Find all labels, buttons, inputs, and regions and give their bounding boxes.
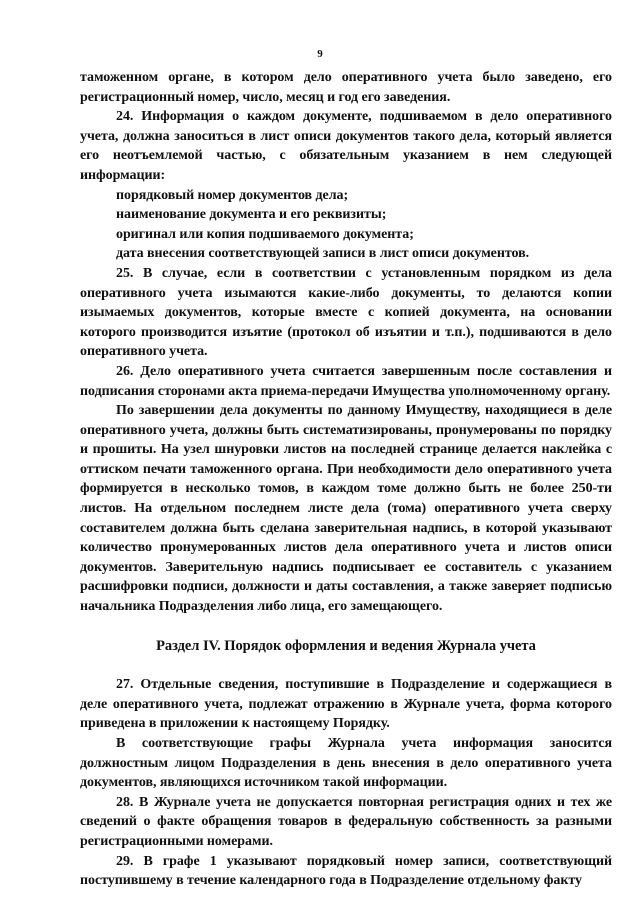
list-item: порядковый номер документов дела; xyxy=(116,187,349,203)
paragraph-28: 28. В Журнале учета не допускается повторная регистрация одних и тех же сведений о факте обращения товаров в федеральную собственность за разными регистрационными номерами. xyxy=(80,794,612,849)
paragraph-27: 27. Отдельные сведения, поступившие в Подразделение и содержащиеся в деле оперативного учета, подлежат отражению в Журнале учета, форма которого приведена в приложении к настоящему Порядку. xyxy=(80,677,612,732)
paragraph-26: 26. Дело оперативного учета считается завершенным после составления и подписания сторонами акта приема-передачи Имущества уполномоченному органу. xyxy=(80,363,612,399)
list-item: дата внесения соответствующей записи в лист описи документов. xyxy=(116,246,530,262)
section-heading: Раздел IV. Порядок оформления и ведения Журнала учета xyxy=(156,637,536,654)
document-body xyxy=(80,68,612,891)
paragraph-24: 24. Информация о каждом документе, подшиваемом в дело оперативного учета, должна заноситься в лист описи документов такого дела, который является его неотъемлемой частью, с обязательным указанием в нем следующей информации: xyxy=(80,109,612,183)
list-item: оригинал или копия подшиваемого документа; xyxy=(116,226,414,242)
page-number: 9 xyxy=(317,48,323,60)
paragraph-25: 25. В случае, если в соответствии с установленным порядком из дела оперативного учета изымаются какие-либо документы, то делаются копии изымаемых документов, которые вместе с копией документа, на основании которого производится изъятие (протокол об изъятии и т.п.), подшиваются в дело оперативного учета. xyxy=(80,265,612,360)
paragraph: В соответствующие графы Журнала учета информация заносится должностным лицом Подразделения в день внесения в дело оперативного учета документов, являющихся источником такой информации. xyxy=(80,736,612,791)
paragraph-29: 29. В графе 1 указывают порядковый номер записи, соответствующий поступившему в течение календарного года в Подразделение отдельному факту xyxy=(80,853,612,889)
list-item: наименование документа и его реквизиты; xyxy=(116,207,387,223)
paragraph: По завершении дела документы по данному Имуществу, находящиеся в деле оперативного учета, должны быть систематизированы, пронумерованы по порядку и прошиты. На узел шнуровки листов на последней странице делается наклейка с оттиском печати таможенного органа. При необходимости дело оперативного учета формируется в несколько томов, в каждом томе должно быть не более 250-ти листов. На отдельном последнем листе дела (тома) оперативного учета сверху составителем должна быть сделана заверительная надпись, в которой указывают количество пронумерованных листов дела оперативного учета и листов описи документов. Заверительную надпись подписывает ее составитель с указанием расшифровки подписи, должности и даты составления, а также заверяет подписью начальника Подразделения либо лица, его замещающего. xyxy=(80,403,612,615)
paragraph: таможенном органе, в котором дело оперативного учета было заведено, его регистрационный номер, число, месяц и год его заведения. xyxy=(80,70,612,105)
